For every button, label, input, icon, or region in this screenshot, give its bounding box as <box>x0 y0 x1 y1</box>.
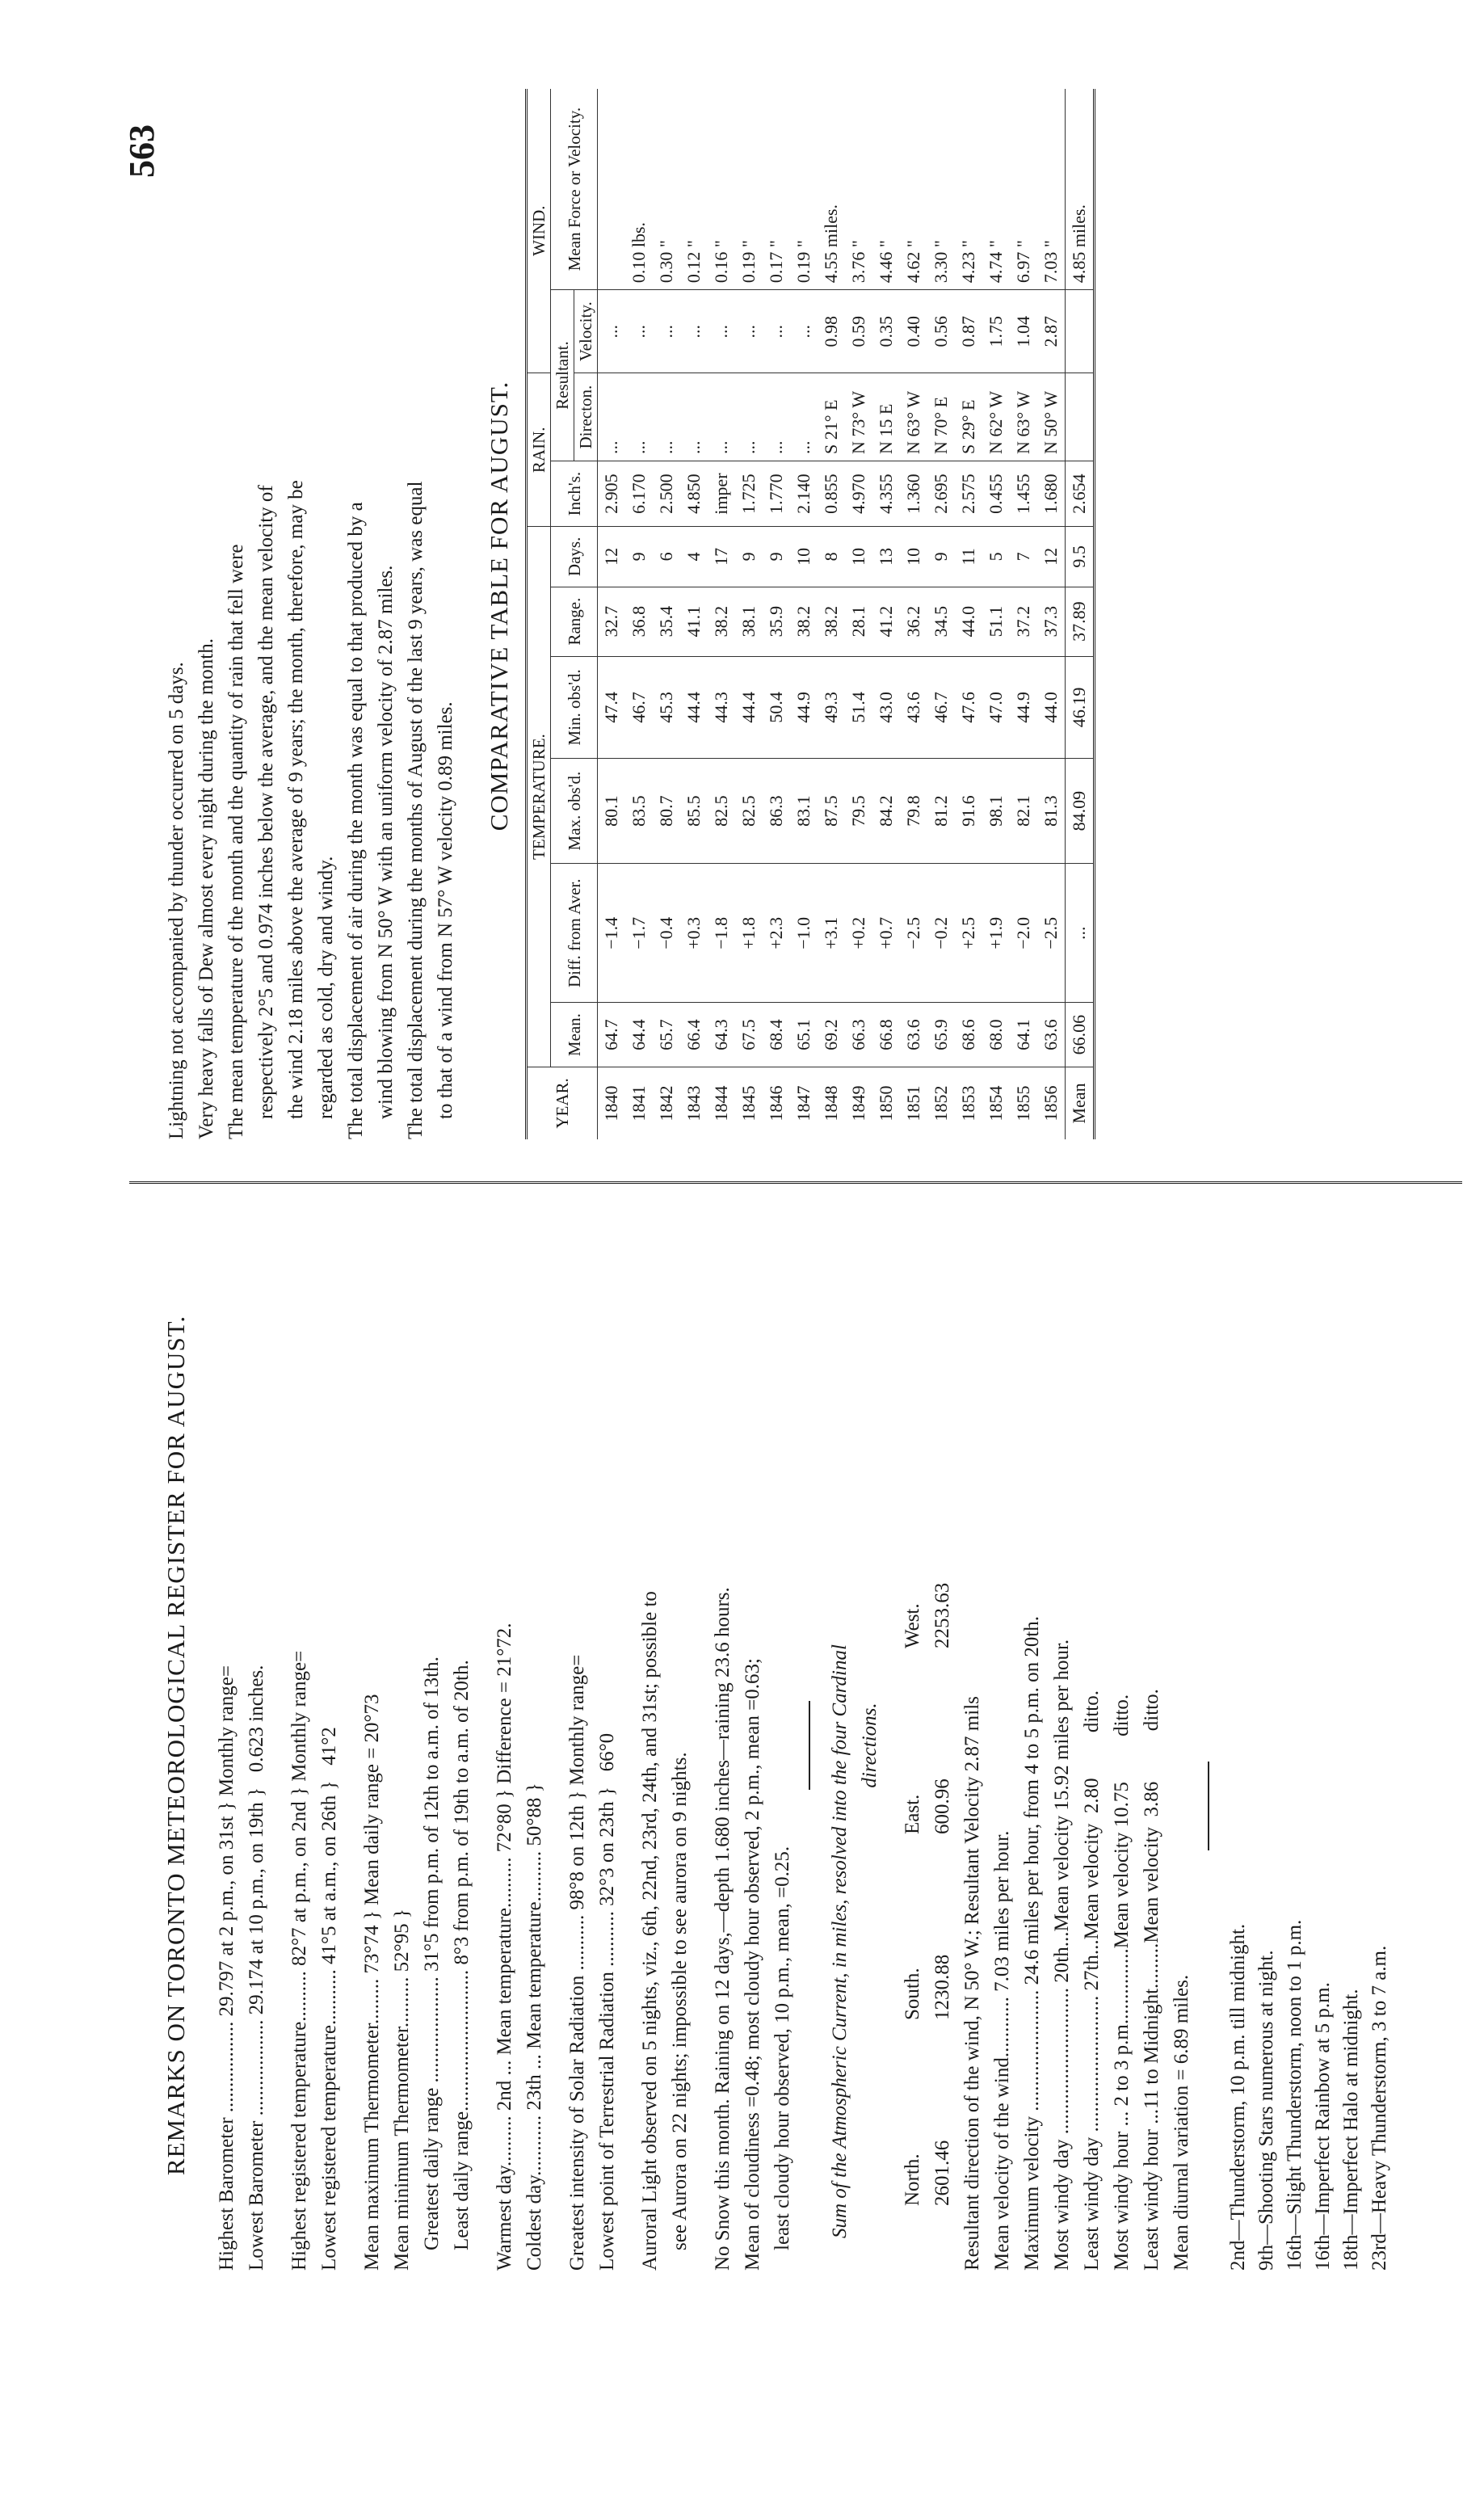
cell-force: 3.30 " <box>927 89 955 290</box>
cell-inches: 4.970 <box>845 461 872 527</box>
col-header-velocity: Velocity. <box>574 290 598 373</box>
cell-min: 44.4 <box>735 656 763 758</box>
section-title: REMARKS ON TORONTO METEOROLOGICAL REGISTER FOR AUGUST. <box>162 1315 190 2176</box>
cell-force: 4.55 miles. <box>818 89 845 290</box>
col-header-year: YEAR. <box>527 1067 598 1139</box>
cell-mean: 64.7 <box>598 1003 626 1067</box>
col-header-force: Mean Force or Velocity. <box>551 89 598 290</box>
wind-line: Mean diurnal variation = 6.89 miles. <box>1171 1974 1192 2271</box>
cell-min: 51.4 <box>845 656 872 758</box>
cell-max: 98.1 <box>982 759 1010 864</box>
cell-range: 38.2 <box>818 587 845 656</box>
cell-year: 1842 <box>656 1085 676 1122</box>
cell-velocity: 0.87 <box>955 290 982 373</box>
cell-year: 1853 <box>958 1085 978 1122</box>
cell-min: 47.0 <box>982 656 1010 758</box>
col-header-days: Days. <box>551 527 598 587</box>
cell-velocity: ... <box>790 290 818 373</box>
cell-force: 0.16 " <box>708 89 735 290</box>
cell-min: 49.3 <box>818 656 845 758</box>
cell-year: 1841 <box>628 1085 649 1122</box>
cloud-line: Mean of cloudiness =0.48; most cloudy hour observed, 2 p.m., mean =0.63; <box>742 1658 763 2271</box>
wind-line: Most windy day ............................. 20th...Mean velocity 15.92 miles per hour. <box>1051 1639 1073 2271</box>
cell-velocity: 1.75 <box>982 290 1010 373</box>
cell-diff: +0.7 <box>872 864 900 1003</box>
remark-line: the wind 2.18 miles above the average of 9 years; the month, therefore, may be <box>285 480 307 1139</box>
left-column <box>162 1220 1394 2271</box>
table-row <box>790 89 818 1139</box>
cell-force: 6.97 " <box>1010 89 1037 290</box>
wind-line: Maximum velocity ........................ 24.6 miles per hour, from 4 to 5 p.m. on 20th. <box>1021 1615 1043 2271</box>
cell-velocity: 0.59 <box>845 290 872 373</box>
cell-inches: 1.680 <box>1037 461 1066 527</box>
wind-line: Least windy hour ...11 to Midnight.........Mean velocity 3.86 ditto. <box>1141 1689 1162 2271</box>
separator-rule <box>809 1701 810 1790</box>
cell-min: 44.9 <box>1010 656 1037 758</box>
cell-days: 4 <box>680 527 708 587</box>
cell-min: 44.9 <box>790 656 818 758</box>
wind-line: Least windy day ........................... 27th...Mean velocity 2.80 ditto. <box>1081 1690 1103 2271</box>
cell-velocity: 0.40 <box>900 290 927 373</box>
group-header-resultant: Resultant. <box>551 290 574 461</box>
cell-inches: 2.695 <box>927 461 955 527</box>
cell-inches: 2.140 <box>790 461 818 527</box>
cell-inches: imper <box>708 461 735 527</box>
cloud-line: least cloudy hour observed, 10 p.m., mean, =0.25. <box>771 1846 793 2271</box>
cell-velocity: ... <box>708 290 735 373</box>
cell-diff: −1.4 <box>598 864 626 1003</box>
cell-days: 12 <box>1037 527 1066 587</box>
cell-mean: 65.1 <box>790 1003 818 1067</box>
cell-range: 51.1 <box>982 587 1010 656</box>
cell-min: 47.6 <box>955 656 982 758</box>
cell-velocity: 2.87 <box>1037 290 1066 373</box>
cell-min: 44.3 <box>708 656 735 758</box>
cell-inches: 4.355 <box>872 461 900 527</box>
cell-direction: N 73° W <box>845 373 872 461</box>
cell-year: 1843 <box>683 1085 704 1122</box>
cell-direction <box>1066 373 1095 461</box>
auroral-line: see Aurora on 22 nights; impossible to see aurora on 9 nights. <box>669 1752 691 2271</box>
cell-inches: 2.905 <box>598 461 626 527</box>
cell-range: 35.4 <box>653 587 680 656</box>
rain-line: No Snow this month. Raining on 12 days,—depth 1.680 inches—raining 23.6 hours. <box>712 1587 734 2271</box>
cell-max: 82.5 <box>735 759 763 864</box>
table-row <box>625 89 653 1139</box>
cell-velocity: 0.35 <box>872 290 900 373</box>
stat-line: Highest Barometer .................. 29.797 at 2 p.m., on 31st } Monthly range= <box>216 1665 238 2271</box>
column-divider <box>129 1181 1462 1184</box>
cell-diff: −1.0 <box>790 864 818 1003</box>
col-header-max: Max. obs'd. <box>551 759 598 864</box>
col-header-min: Min. obs'd. <box>551 656 598 758</box>
cell-diff: −1.7 <box>625 864 653 1003</box>
cell-days: 9 <box>625 527 653 587</box>
cardinal-east-label: East. <box>902 1794 923 1834</box>
cell-direction: N 62° W <box>982 373 1010 461</box>
table-row <box>598 89 626 1139</box>
table-row <box>818 89 845 1139</box>
stat-line: Mean maximum Thermometer......... 73°74 } Mean daily range = 20°73 <box>361 1694 383 2271</box>
cell-force: 0.19 " <box>735 89 763 290</box>
cell-inches: 1.770 <box>763 461 790 527</box>
cell-range: 37.3 <box>1037 587 1066 656</box>
cell-diff: +2.5 <box>955 864 982 1003</box>
cell-force: 0.17 " <box>763 89 790 290</box>
remark-line: respectively 2°5 and 0.974 inches below the average, and the mean velocity of <box>255 485 277 1139</box>
cell-range: 38.2 <box>790 587 818 656</box>
cell-year: 1850 <box>876 1085 896 1122</box>
cell-diff: +3.1 <box>818 864 845 1003</box>
right-column <box>162 73 1095 1139</box>
cell-days: 9 <box>763 527 790 587</box>
cell-direction: N 50° W <box>1037 373 1066 461</box>
cell-range: 44.0 <box>955 587 982 656</box>
col-header-inches: Inch's. <box>551 461 598 527</box>
table-row <box>653 89 680 1139</box>
cell-max: 84.2 <box>872 759 900 864</box>
cell-year: 1840 <box>601 1085 621 1122</box>
cell-diff: +0.2 <box>845 864 872 1003</box>
cell-velocity: ... <box>763 290 790 373</box>
stat-line: Lowest Barometer ................... 29.174 at 10 p.m., on 19th } 0.623 inches. <box>246 1665 267 2271</box>
cell-year: 1854 <box>986 1085 1006 1122</box>
table-row <box>763 89 790 1139</box>
cell-velocity: ... <box>653 290 680 373</box>
cell-min: 50.4 <box>763 656 790 758</box>
cardinal-south-value: 1230.88 <box>931 1954 953 2020</box>
cell-year: 1849 <box>848 1085 868 1122</box>
cell-year: 1848 <box>821 1085 841 1122</box>
event-item: 9th—Shooting Stars numerous at night. <box>1255 1950 1277 2271</box>
cell-max: 81.3 <box>1037 759 1066 864</box>
cell-mean: 65.9 <box>927 1003 955 1067</box>
table-row <box>1037 89 1066 1139</box>
stat-line: Mean minimum Thermometer.......... 52°95 } <box>391 1909 413 2271</box>
cell-mean: 64.3 <box>708 1003 735 1067</box>
cell-mean: 68.4 <box>763 1003 790 1067</box>
cell-direction: N 63° W <box>1010 373 1037 461</box>
cell-year: 1845 <box>738 1085 759 1122</box>
cell-diff: +1.8 <box>735 864 763 1003</box>
cell-year: 1846 <box>766 1085 786 1122</box>
cell-year: 1855 <box>1013 1085 1033 1122</box>
event-item: 18th—Imperfect Halo at midnight. <box>1340 1989 1362 2271</box>
remarks-block <box>162 73 460 1139</box>
cell-velocity: ... <box>625 290 653 373</box>
cell-diff: +0.3 <box>680 864 708 1003</box>
cell-min: 46.7 <box>625 656 653 758</box>
stat-line: Greatest daily range ..................... 31°5 from p.m. of 12th to a.m. of 13th. <box>421 1656 443 2271</box>
event-item: 23rd—Heavy Thunderstorm, 3 to 7 a.m. <box>1368 1945 1390 2271</box>
cell-days: 13 <box>872 527 900 587</box>
cell-force: 4.62 " <box>900 89 927 290</box>
cell-mean: 68.6 <box>955 1003 982 1067</box>
cell-direction: ... <box>680 373 708 461</box>
cell-diff: −2.5 <box>1037 864 1066 1003</box>
cell-force <box>598 89 626 290</box>
event-item: 16th—Slight Thunderstorm, noon to 1 p.m. <box>1284 1919 1305 2271</box>
cell-inches: 1.455 <box>1010 461 1037 527</box>
stat-line: Greatest intensity of Solar Radiation ........... 98°8 on 12th } Monthly range= <box>566 1654 588 2271</box>
cell-range: 38.2 <box>708 587 735 656</box>
event-item: 2nd—Thunderstorm, 10 p.m. till midnight. <box>1227 1923 1249 2271</box>
remark-line: wind blowing from N 50° W with an uniform velocity of 2.87 miles. <box>375 565 397 1139</box>
cell-range: 34.5 <box>927 587 955 656</box>
remark-line: regarded as cold, dry and windy. <box>315 856 337 1139</box>
cell-days: 17 <box>708 527 735 587</box>
cell-diff: ... <box>1066 864 1095 1003</box>
stat-line: Lowest point of Terrestrial Radiation ........... 32°3 on 23th } 66°0 <box>596 1732 618 2271</box>
col-header-mean: Mean. <box>551 1003 598 1067</box>
table-row <box>1010 89 1037 1139</box>
cardinal-values <box>927 1220 957 2271</box>
cell-max: 80.1 <box>598 759 626 864</box>
events-list <box>1224 1220 1394 2271</box>
cell-year: 1851 <box>903 1085 923 1122</box>
cell-mean: 64.1 <box>1010 1003 1037 1067</box>
cell-mean: 66.4 <box>680 1003 708 1067</box>
cell-days: 9 <box>927 527 955 587</box>
cell-days: 8 <box>818 527 845 587</box>
cell-force: 7.03 " <box>1037 89 1066 290</box>
cell-velocity: 0.56 <box>927 290 955 373</box>
cell-max: 82.1 <box>1010 759 1037 864</box>
cell-force: 4.74 " <box>982 89 1010 290</box>
cell-year: Mean <box>1066 1067 1095 1139</box>
cardinal-west-value: 2253.63 <box>931 1582 953 1648</box>
cell-force: 4.46 " <box>872 89 900 290</box>
col-header-range: Range. <box>551 587 598 656</box>
cell-year: 1852 <box>931 1085 951 1122</box>
cardinal-headers <box>898 1220 927 2271</box>
stat-line: Coldest day............ 23th ... Mean temperature.......... 50°88 } <box>523 1783 545 2271</box>
current-title-cont: directions. <box>859 1703 881 1788</box>
table-row <box>735 89 763 1139</box>
cell-diff: −0.2 <box>927 864 955 1003</box>
cell-year: 1844 <box>711 1085 731 1122</box>
cell-max: 86.3 <box>763 759 790 864</box>
cell-direction: ... <box>790 373 818 461</box>
cell-diff: +1.9 <box>982 864 1010 1003</box>
table-row <box>845 89 872 1139</box>
group-header-rain: RAIN. <box>527 373 551 527</box>
cell-direction: ... <box>735 373 763 461</box>
remark-line: to that of a wind from N 57° W velocity 0.89 miles. <box>435 701 456 1139</box>
remark-line: The total displacement during the months of August of the last 9 years, was equal <box>405 481 427 1139</box>
table-row <box>708 89 735 1139</box>
cell-inches: 1.725 <box>735 461 763 527</box>
cell-mean: 68.0 <box>982 1003 1010 1067</box>
cell-diff: −0.4 <box>653 864 680 1003</box>
col-header-direction: Directon. <box>574 373 598 461</box>
cell-mean: 66.06 <box>1066 1003 1095 1067</box>
table-row <box>955 89 982 1139</box>
col-header-diff: Diff. from Aver. <box>551 864 598 1003</box>
table-row <box>680 89 708 1139</box>
cell-velocity: ... <box>598 290 626 373</box>
cell-diff: −1.8 <box>708 864 735 1003</box>
cell-diff: −2.5 <box>900 864 927 1003</box>
cell-range: 37.89 <box>1066 587 1095 656</box>
stat-line: Lowest registered temperature........... 41°5 at a.m., on 26th } 41°2 <box>318 1727 340 2271</box>
cell-mean: 69.2 <box>818 1003 845 1067</box>
auroral-line: Auroral Light observed on 5 nights, viz., 6th, 22nd, 23rd, 24th, and 31st; possible to <box>639 1591 661 2271</box>
cell-min: 44.0 <box>1037 656 1066 758</box>
event-item: 16th—Imperfect Rainbow at 5 p.m. <box>1312 1982 1334 2271</box>
cell-max: 83.1 <box>790 759 818 864</box>
cell-days: 10 <box>790 527 818 587</box>
cell-days: 10 <box>900 527 927 587</box>
table-row <box>982 89 1010 1139</box>
cell-force: 0.19 " <box>790 89 818 290</box>
cell-days: 5 <box>982 527 1010 587</box>
cardinal-north-label: North. <box>902 2153 923 2206</box>
cell-direction: ... <box>598 373 626 461</box>
cell-direction: N 63° W <box>900 373 927 461</box>
cell-inches: 0.855 <box>818 461 845 527</box>
current-title: Sum of the Atmospheric Current, in miles, resolved into the four Cardinal <box>829 1644 851 2238</box>
cell-max: 85.5 <box>680 759 708 864</box>
cell-inches: 2.500 <box>653 461 680 527</box>
separator-rule <box>1208 1762 1209 1850</box>
cell-range: 36.2 <box>900 587 927 656</box>
cell-min: 47.4 <box>598 656 626 758</box>
comparative-table <box>525 89 1095 1139</box>
cell-force: 4.85 miles. <box>1066 89 1095 290</box>
table-title: COMPARATIVE TABLE FOR AUGUST. <box>485 381 513 831</box>
cell-year: 1856 <box>1040 1085 1061 1122</box>
cell-force: 0.10 lbs. <box>625 89 653 290</box>
cell-range: 32.7 <box>598 587 626 656</box>
cell-days: 7 <box>1010 527 1037 587</box>
remark-line: The total displacement of air during the month was equal to that produced by a <box>345 502 367 1139</box>
cell-days: 6 <box>653 527 680 587</box>
remark-line: Very heavy falls of Dew almost every night during the month. <box>195 638 217 1139</box>
cardinal-south-label: South. <box>902 1968 923 2020</box>
cell-velocity: ... <box>680 290 708 373</box>
cell-min: 46.19 <box>1066 656 1095 758</box>
cell-max: 81.2 <box>927 759 955 864</box>
remark-line: Lightning not accompanied by thunder occurred on 5 days. <box>166 662 187 1139</box>
cell-direction: N 70° E <box>927 373 955 461</box>
cell-min: 45.3 <box>653 656 680 758</box>
cell-range: 36.8 <box>625 587 653 656</box>
page-number: 563 <box>122 124 162 178</box>
cell-mean: 65.7 <box>653 1003 680 1067</box>
cell-inches: 1.360 <box>900 461 927 527</box>
stats-block <box>212 1220 797 2271</box>
cell-inches: 2.654 <box>1066 461 1095 527</box>
cell-velocity: ... <box>735 290 763 373</box>
cell-days: 12 <box>598 527 626 587</box>
cell-max: 91.6 <box>955 759 982 864</box>
cell-direction: ... <box>653 373 680 461</box>
cell-inches: 2.575 <box>955 461 982 527</box>
wind-line: Mean velocity of the wind............ 7.03 miles per hour. <box>991 1830 1013 2271</box>
table-row-mean <box>1066 89 1095 1139</box>
cell-velocity: 0.98 <box>818 290 845 373</box>
cell-inches: 0.455 <box>982 461 1010 527</box>
cell-range: 41.1 <box>680 587 708 656</box>
cell-days: 9 <box>735 527 763 587</box>
stat-line: Warmest day.......... 2nd ... Mean temperature.......... 72°80 } Difference = 21°72. <box>494 1623 515 2271</box>
cell-max: 79.5 <box>845 759 872 864</box>
cell-days: 9.5 <box>1066 527 1095 587</box>
table-row <box>900 89 927 1139</box>
cell-mean: 64.4 <box>625 1003 653 1067</box>
table-row <box>872 89 900 1139</box>
cell-min: 43.6 <box>900 656 927 758</box>
cell-force: 3.76 " <box>845 89 872 290</box>
cell-days: 10 <box>845 527 872 587</box>
wind-line: Resultant direction of the wind, N 50° W.; Resultant Velocity 2.87 mils <box>961 1696 983 2271</box>
cell-direction: ... <box>763 373 790 461</box>
cell-max: 80.7 <box>653 759 680 864</box>
cell-force: 0.30 " <box>653 89 680 290</box>
cell-range: 38.1 <box>735 587 763 656</box>
cell-direction: S 21° E <box>818 373 845 461</box>
cardinal-east-value: 600.96 <box>931 1778 953 1834</box>
cell-diff: −2.0 <box>1010 864 1037 1003</box>
group-header-wind: WIND. <box>527 89 551 373</box>
wind-line: Most windy hour ... 2 to 3 p.m...............Mean velocity 10.75 ditto. <box>1111 1694 1133 2271</box>
cell-max: 82.5 <box>708 759 735 864</box>
cell-mean: 67.5 <box>735 1003 763 1067</box>
remark-line: The mean temperature of the month and the quantity of rain that fell were <box>225 544 247 1139</box>
cell-range: 37.2 <box>1010 587 1037 656</box>
cell-max: 87.5 <box>818 759 845 864</box>
table-body <box>598 89 1095 1139</box>
cell-direction: ... <box>625 373 653 461</box>
cell-inches: 4.850 <box>680 461 708 527</box>
cell-range: 28.1 <box>845 587 872 656</box>
cell-mean: 66.3 <box>845 1003 872 1067</box>
stat-line: Least daily range............................ 8°3 from p.m. of 19th to a.m. of 20th. <box>451 1660 473 2271</box>
cell-inches: 6.170 <box>625 461 653 527</box>
cell-max: 83.5 <box>625 759 653 864</box>
cell-direction: S 29° E <box>955 373 982 461</box>
cell-max: 79.8 <box>900 759 927 864</box>
cell-mean: 66.8 <box>872 1003 900 1067</box>
cardinal-west-label: West. <box>902 1603 923 1648</box>
cell-direction: N 15 E <box>872 373 900 461</box>
cell-direction: ... <box>708 373 735 461</box>
cell-range: 41.2 <box>872 587 900 656</box>
cell-velocity: 1.04 <box>1010 290 1037 373</box>
cell-mean: 63.6 <box>900 1003 927 1067</box>
cell-range: 35.9 <box>763 587 790 656</box>
cell-year: 1847 <box>793 1085 813 1122</box>
cell-force: 0.12 " <box>680 89 708 290</box>
cardinal-north-value: 2601.46 <box>931 2140 953 2206</box>
cell-force: 4.23 " <box>955 89 982 290</box>
cell-days: 11 <box>955 527 982 587</box>
cell-min: 44.4 <box>680 656 708 758</box>
cell-velocity <box>1066 290 1095 373</box>
stat-line: Highest registered temperature.......... 82°7 at p.m., on 2nd } Monthly range= <box>288 1650 310 2271</box>
cell-min: 46.7 <box>927 656 955 758</box>
wind-block <box>957 1220 1196 2271</box>
cell-mean: 63.6 <box>1037 1003 1066 1067</box>
cell-min: 43.0 <box>872 656 900 758</box>
cell-max: 84.09 <box>1066 759 1095 864</box>
table-row <box>927 89 955 1139</box>
group-header-temperature: TEMPERATURE. <box>527 527 551 1067</box>
cell-diff: +2.3 <box>763 864 790 1003</box>
